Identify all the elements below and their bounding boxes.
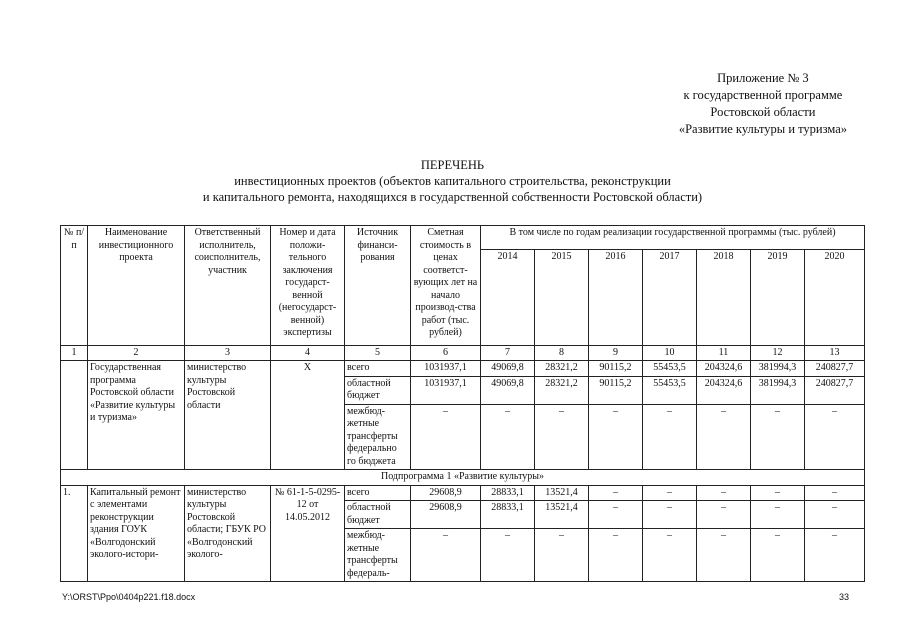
year-cell: –	[481, 404, 535, 470]
year-cell: –	[589, 485, 643, 501]
header-executor: Ответственный исполнитель, соисполнитель, участник	[185, 226, 271, 346]
year-cell: –	[697, 485, 751, 501]
header-cost: Сметная стоимость в ценах соответст-вующих лет на начало производ-ства работ (тыс. рублей)	[411, 226, 481, 346]
year-cell: 204324,6	[697, 376, 751, 404]
year-cell: 13521,4	[535, 501, 589, 529]
cost-cell: 1031937,1	[411, 361, 481, 377]
cost-cell: –	[411, 529, 481, 582]
year-cell: –	[589, 501, 643, 529]
title-line1: ПЕРЕЧЕНЬ	[420, 158, 485, 172]
year-cell: 28833,1	[481, 485, 535, 501]
header-year: 2017	[643, 250, 697, 346]
year-cell: –	[805, 485, 865, 501]
year-cell: –	[697, 404, 751, 470]
col-number: 4	[271, 346, 345, 361]
col-number: 12	[751, 346, 805, 361]
year-cell: 55453,5	[643, 361, 697, 377]
appendix-line2: к государственной программе	[683, 88, 843, 102]
year-cell: –	[697, 501, 751, 529]
appendix-line4: «Развитие культуры и туризма»	[678, 122, 847, 136]
source-cell: областной бюджет	[345, 376, 411, 404]
year-cell: –	[805, 404, 865, 470]
year-cell: –	[535, 404, 589, 470]
col-number: 6	[411, 346, 481, 361]
table-row	[61, 485, 865, 501]
project-expertise: № 61-1-5-0295-12 от 14.05.2012	[271, 485, 345, 582]
source-cell: областной бюджет	[345, 501, 411, 529]
program-expertise: Х	[271, 361, 345, 470]
program-name: Государственная программа Ростовской области «Развитие культуры и туризма»	[88, 361, 185, 470]
table-row	[61, 361, 865, 377]
project-name: Капитальный ремонт с элементами реконструкции здания ГОУК «Волгодонский эколого-истори-	[88, 485, 185, 582]
year-cell: –	[805, 529, 865, 582]
year-cell: 28321,2	[535, 376, 589, 404]
project-no: 1.	[61, 485, 88, 582]
document-title	[0, 157, 905, 205]
year-cell: 49069,8	[481, 361, 535, 377]
cost-cell: –	[411, 404, 481, 470]
col-number: 8	[535, 346, 589, 361]
header-years-group: В том числе по годам реализации государственной программы (тыс. рублей)	[481, 226, 865, 250]
year-cell: –	[481, 529, 535, 582]
header-year: 2018	[697, 250, 751, 346]
year-cell: 28833,1	[481, 501, 535, 529]
col-number: 1	[61, 346, 88, 361]
header-year: 2016	[589, 250, 643, 346]
year-cell: 240827,7	[805, 376, 865, 404]
cost-cell: 1031937,1	[411, 376, 481, 404]
year-cell: –	[643, 485, 697, 501]
source-cell: всего	[345, 361, 411, 377]
col-number: 2	[88, 346, 185, 361]
investment-projects-table	[60, 225, 865, 582]
year-cell: –	[805, 501, 865, 529]
year-cell: –	[589, 529, 643, 582]
header-row	[61, 226, 865, 250]
appendix-header	[679, 70, 847, 138]
year-cell: –	[751, 529, 805, 582]
footer-file-path: Y:\ORST\Ppo\0404p221.f18.docx	[62, 592, 196, 602]
year-cell: 90115,2	[589, 361, 643, 377]
year-cell: –	[535, 529, 589, 582]
subprogram-title: Подпрограмма 1 «Развитие культуры»	[61, 470, 865, 486]
program-no	[61, 361, 88, 470]
year-cell: –	[697, 529, 751, 582]
cost-cell: 29608,9	[411, 501, 481, 529]
col-number: 11	[697, 346, 751, 361]
year-cell: 204324,6	[697, 361, 751, 377]
header-name: Наименование инвестиционного проекта	[88, 226, 185, 346]
source-cell: межбюд-жетные трансферты федераль-	[345, 529, 411, 582]
year-cell: 28321,2	[535, 361, 589, 377]
year-cell: –	[643, 404, 697, 470]
source-cell: всего	[345, 485, 411, 501]
col-number: 5	[345, 346, 411, 361]
year-cell: 55453,5	[643, 376, 697, 404]
col-number: 10	[643, 346, 697, 361]
col-number: 9	[589, 346, 643, 361]
column-number-row	[61, 346, 865, 361]
year-cell: 90115,2	[589, 376, 643, 404]
header-source: Источник финанси-рования	[345, 226, 411, 346]
header-year: 2019	[751, 250, 805, 346]
header-year: 2014	[481, 250, 535, 346]
header-expertise: Номер и дата положи-тельного заключения государст-венной (негосударст-венной) экспертизы	[271, 226, 345, 346]
project-executor: министерство культуры Ростовской области; ГБУК РО «Волгодонский эколого-	[185, 485, 271, 582]
year-cell: –	[589, 404, 643, 470]
header-year: 2015	[535, 250, 589, 346]
year-cell: –	[643, 501, 697, 529]
year-cell: 240827,7	[805, 361, 865, 377]
appendix-line1: Приложение № 3	[717, 71, 809, 85]
title-line2: инвестиционных проектов (объектов капитального строительства, реконструкции	[234, 174, 671, 188]
year-cell: 49069,8	[481, 376, 535, 404]
col-number: 13	[805, 346, 865, 361]
header-year: 2020	[805, 250, 865, 346]
footer-page-number: 33	[838, 592, 849, 602]
year-cell: –	[751, 485, 805, 501]
year-cell: –	[751, 501, 805, 529]
year-cell: 381994,3	[751, 376, 805, 404]
col-number: 7	[481, 346, 535, 361]
subprogram-row	[61, 470, 865, 486]
year-cell: 381994,3	[751, 361, 805, 377]
appendix-line3: Ростовской области	[710, 105, 816, 119]
year-cell: 13521,4	[535, 485, 589, 501]
program-executor: министерство культуры Ростовской области	[185, 361, 271, 470]
header-no: № п/п	[61, 226, 88, 346]
cost-cell: 29608,9	[411, 485, 481, 501]
source-cell: межбюд-жетные трансферты федерально го бюджета	[345, 404, 411, 470]
year-cell: –	[643, 529, 697, 582]
title-line3: и капитального ремонта, находящихся в государственной собственности Ростовской области)	[202, 190, 703, 204]
col-number: 3	[185, 346, 271, 361]
year-cell: –	[751, 404, 805, 470]
